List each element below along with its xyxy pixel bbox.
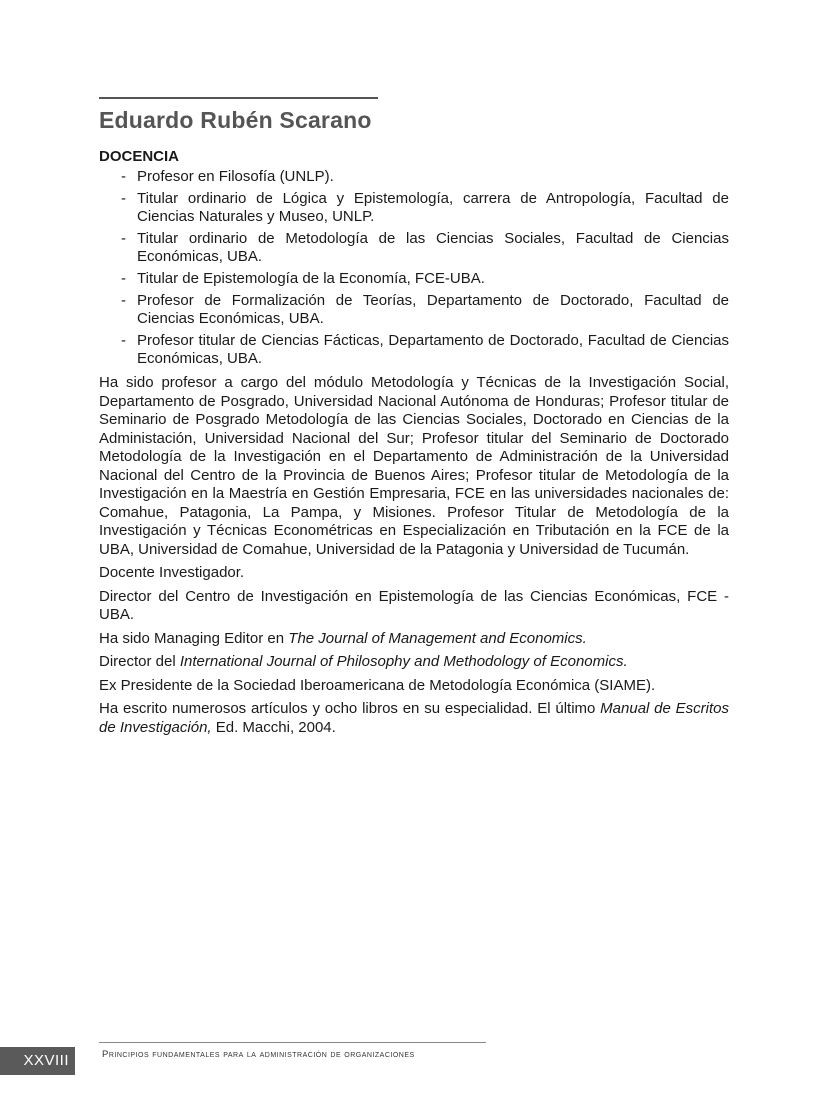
list-item-text: Titular ordinario de Lógica y Epistemología, carrera de Antropología, Facultad de Ciencias Naturales y Museo, UNLP. [137, 190, 729, 225]
list-item [99, 168, 729, 186]
list-item [99, 292, 729, 328]
director-journal-paragraph [99, 653, 729, 672]
managing-editor-paragraph [99, 630, 729, 649]
director-center-paragraph: Director del Centro de Investigación en Epistemología de las Ciencias Económicas, FCE - UBA. [99, 587, 729, 623]
managing-editor-text: Ha sido Managing Editor en [99, 629, 289, 647]
running-head: Principios fundamentales para la administración de organizaciones [102, 1049, 415, 1060]
list-item [99, 190, 729, 226]
president-paragraph: Ex Presidente de la Sociedad Iberoamericana de Metodología Económica (SIAME). [99, 676, 656, 694]
author-name: Eduardo Rubén Scarano [99, 107, 372, 133]
list-item-text: Profesor titular de Ciencias Fácticas, Departamento de Doctorado, Facultad de Ciencias Económicas, UBA. [137, 332, 729, 367]
page-number: XXVIII [0, 1047, 75, 1075]
publisher-text: Ed. Macchi, 2004. [211, 718, 336, 736]
docencia-heading: DOCENCIA [99, 148, 180, 165]
list-item [99, 230, 729, 266]
book-title: Manual de Escritos de Investigación, [99, 700, 729, 736]
researcher-paragraph: Docente Investigador. [99, 564, 245, 581]
list-dash: - [121, 292, 126, 309]
docencia-list [99, 168, 729, 368]
title-rule [99, 97, 378, 99]
list-item-text: Profesor en Filosofía (UNLP). [137, 168, 334, 185]
list-item [99, 332, 729, 368]
list-dash: - [121, 168, 126, 185]
publications-paragraph [99, 700, 729, 737]
publications-text: Ha escrito numerosos artículos y ocho libros en su especialidad. El último [99, 700, 601, 717]
list-item-text: Profesor de Formalización de Teorías, Departamento de Doctorado, Facultad de Ciencias Económicas, UBA. [137, 292, 729, 327]
footer-rule [99, 1042, 486, 1043]
list-item-text: Titular de Epistemología de la Economía, FCE-UBA. [137, 270, 485, 287]
list-dash: - [121, 190, 126, 207]
director-journal-text: Director del [99, 653, 180, 670]
teaching-paragraph: Ha sido profesor a cargo del módulo Metodología y Técnicas de la Investigación Social, Departamento de Posgrado, Universidad Nacional Autónoma de Honduras; Profesor titular de Seminario de Posgrado Metodología de las Ciencias Sociales, Doctorado en Ciencias de la Administación, Universidad Nacional del Sur; Profesor titular del Seminario de Doctorado Metodología de la Investigación en el Departamento de Administración de la Universidad Nacional del Centro de la Provincia de Buenos Aires; Profesor titular de Metodología de la Investigación en la Maestría en Gestión Empresaria, FCE en las universidades nacionales de: Comahue, Patagonia, La Pampa, y Misiones. Profesor Titular de Metodología de la Investigación y Técnicas Econométricas en Especialización en Tributación en la FCE de la UBA, Universidad de Comahue, Universidad de la Patagonia y Universidad de Tucumán. [99, 374, 729, 558]
list-item [99, 270, 729, 288]
list-dash: - [121, 332, 126, 349]
list-dash: - [121, 270, 126, 287]
list-item-text: Titular ordinario de Metodología de las Ciencias Sociales, Facultad de Ciencias Económicas, UBA. [137, 230, 729, 265]
page-content [99, 97, 729, 742]
journal-title: The Journal of Management and Economics. [288, 629, 587, 647]
journal-title: International Journal of Philosophy and Methodology of Economics. [179, 653, 628, 670]
list-dash: - [121, 230, 126, 247]
